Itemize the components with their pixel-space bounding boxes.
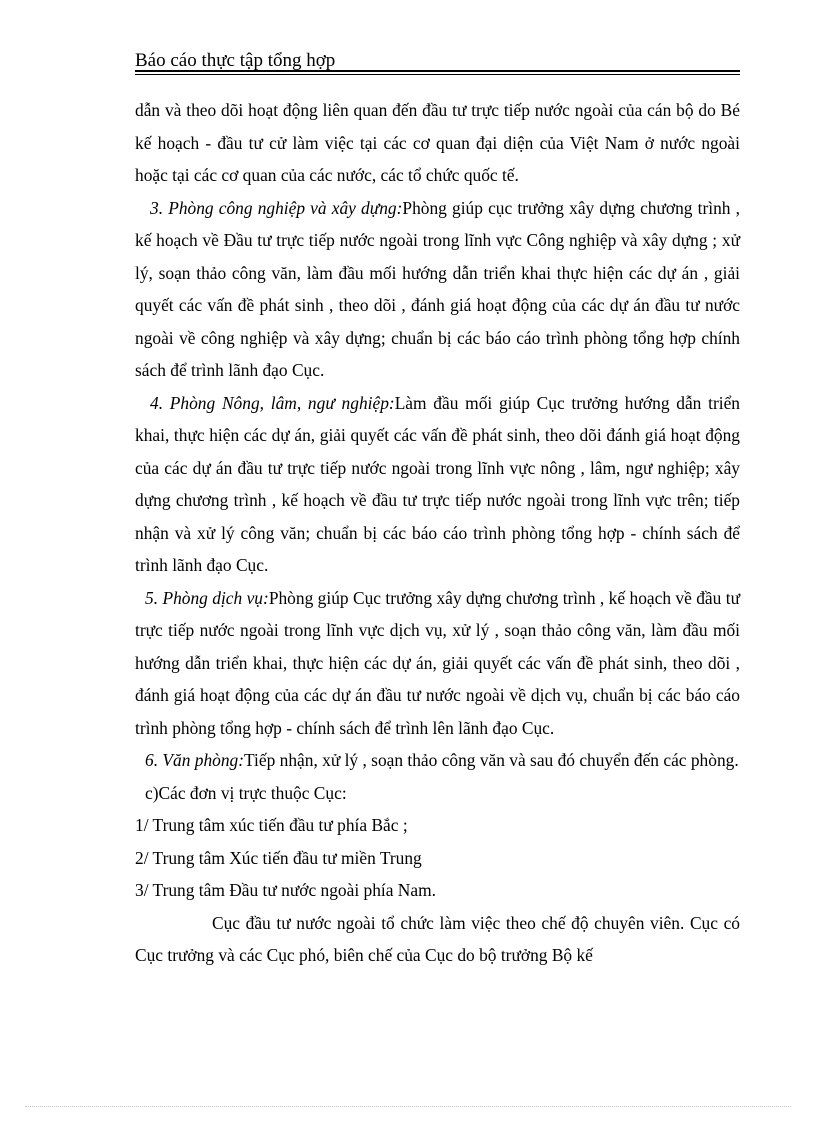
list-item: 3/ Trung tâm Đầu tư nước ngoài phía Nam. bbox=[135, 880, 436, 900]
text-office: Tiếp nhận, xử lý , soạn thảo công văn và sau đó chuyển đến các phòng. bbox=[244, 750, 739, 770]
paragraph-office bbox=[135, 744, 740, 777]
text-service-dept: Phòng giúp Cục trưởng xây dựng chương trình , kế hoạch về đầu tư trực tiếp nước ngoài trong lĩnh vực dịch vụ, xử lý , soạn thảo công văn, làm đầu mối hướng dẫn triển khai, thực hiện các dự án, giải quyết các vấn đề phát sinh, theo dõi , đánh giá hoạt động của các dự án đầu tư nước ngoài về dịch vụ, chuẩn bị các báo cáo trình phòng tổng hợp - chính sách để trình lên lãnh đạo Cục. bbox=[135, 587, 741, 738]
header-rule-thin bbox=[135, 74, 740, 75]
header-rule bbox=[135, 70, 740, 72]
text-agriculture-dept: Làm đầu mối giúp Cục trưởng hướng dẫn triển khai, thực hiện các dự án, giải quyết các vấn đề phát sinh, theo dõi đánh giá hoạt động của các dự án đầu tư trực tiếp nước ngoài trong lĩnh vực nông , lâm, ngư nghiệp; xây dựng chương trình , kế hoạch về đầu tư trực tiếp nước ngoài trong lĩnh vực trên; tiếp nhận và xử lý công văn; chuẩn bị các báo cáo trình phòng tổng hợp - chính sách để trình lãnh đạo Cục. bbox=[135, 392, 740, 575]
page-bottom-border bbox=[25, 1106, 791, 1107]
heading-office: 6. Văn phòng: bbox=[145, 750, 245, 770]
page-header-title: Báo cáo thực tập tổng hợp bbox=[135, 50, 336, 71]
paragraph-agriculture-dept bbox=[135, 387, 740, 582]
list-item: 2/ Trung tâm Xúc tiến đầu tư miền Trung bbox=[135, 847, 422, 868]
heading-service-dept: 5. Phòng dịch vụ: bbox=[145, 587, 269, 608]
paragraph-service-dept bbox=[135, 582, 740, 745]
heading-industry-dept: 3. Phòng công nghiệp và xây dựng: bbox=[150, 197, 403, 218]
list-item: 1/ Trung tâm xúc tiến đầu tư phía Bắc ; bbox=[135, 815, 408, 835]
text-industry-dept: Phòng giúp cục trưởng xây dựng chương trình , kế hoạch về Đầu tư trực tiếp nước ngoài trong lĩnh vực Công nghiệp và xây dựng ; xử lý, soạn thảo công văn, làm đầu mối hướng dẫn triển khai thực hiện các dự án , giải quyết các vấn đề phát sinh , theo dõi , đánh giá hoạt động của các dự án đầu tư nước ngoài về công nghiệp và xây dựng; chuẩn bị các báo cáo trình phòng tổng hợp chính sách để trình lãnh đạo Cục. bbox=[135, 197, 740, 380]
paragraph-continuation: dẫn và theo dõi hoạt động liên quan đến đầu tư trực tiếp nước ngoài của cán bộ do Bé kế hoạch - đầu tư cử làm việc tại các cơ quan đại diện của Việt Nam ở nước ngoài hoặc tại các cơ quan của các nước, các tổ chức quốc tế. bbox=[135, 100, 740, 185]
paragraph-subunits-heading: c)Các đơn vị trực thuộc Cục: bbox=[145, 782, 347, 803]
heading-agriculture-dept: 4. Phòng Nông, lâm, ngư nghiệp: bbox=[150, 392, 395, 413]
paragraph-organization: Cục đầu tư nước ngoài tổ chức làm việc theo chế độ chuyên viên. Cục có Cục trưởng và các Cục phó, biên chế của Cục do bộ trưởng Bộ kế bbox=[135, 912, 740, 965]
document-body bbox=[135, 94, 740, 972]
paragraph-industry-dept bbox=[135, 192, 740, 387]
